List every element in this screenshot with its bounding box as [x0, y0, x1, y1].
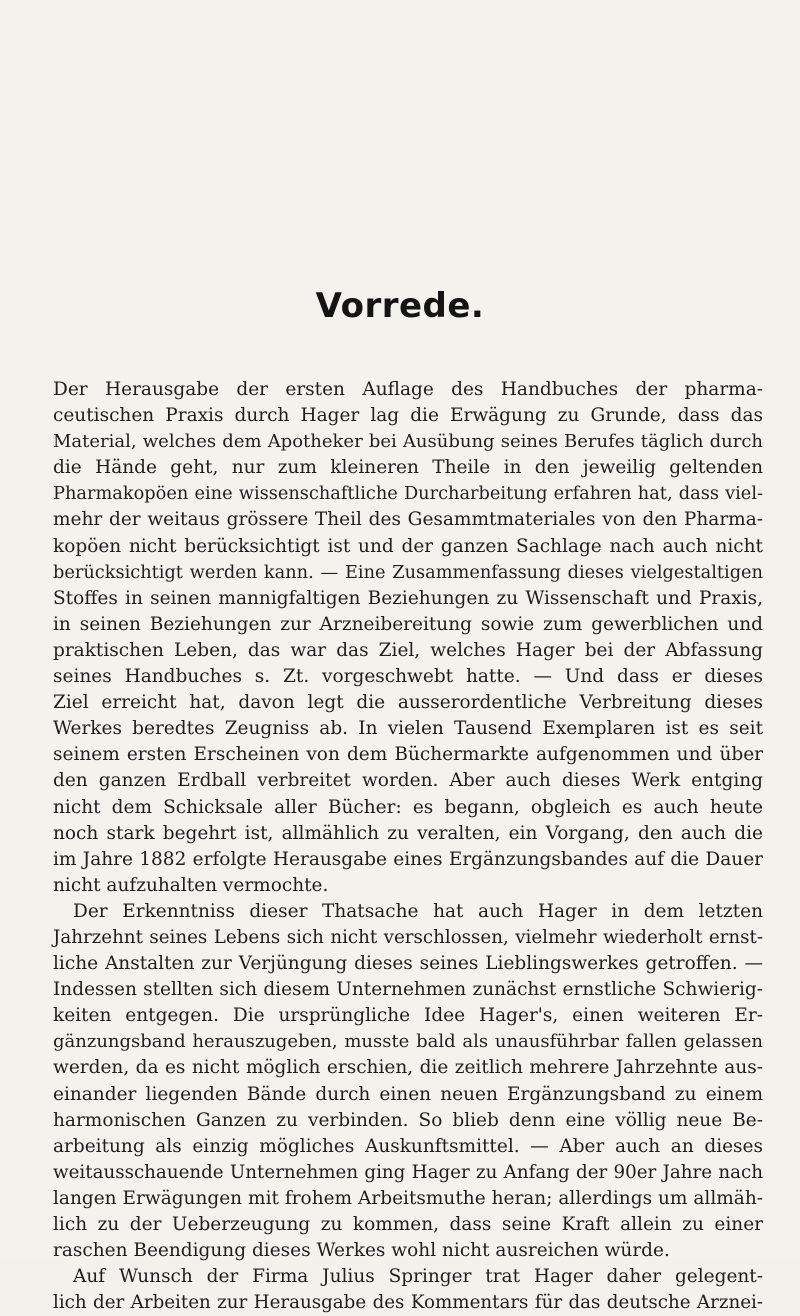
text-line: lich der Arbeiten zur Herausgabe des Kommentars für das deutsche Arznei-	[53, 1292, 763, 1314]
text-line: im Jahre 1882 erfolgte Herausgabe eines Ergänzungsbandes auf die Dauer	[53, 848, 763, 870]
text-line: noch stark begehrt ist, allmählich zu veralten, ein Vorgang, den auch die	[53, 822, 763, 844]
text-line: weitausschauende Unternehmen ging Hager zu Anfang der 90er Jahre nach	[53, 1161, 763, 1183]
text-line: werden, da es nicht möglich erschien, die zeitlich mehrere Jahrzehnte aus-	[53, 1057, 763, 1079]
paragraph-1	[53, 377, 763, 899]
text-line: berücksichtigt werden kann. — Eine Zusammenfassung dieses vielgestaltigen	[53, 562, 763, 583]
text-line: die Hände geht, nur zum kleineren Theile in den jeweilig geltenden	[53, 457, 763, 479]
text-line: Der Erkenntniss dieser Thatsache hat auch Hager in dem letzten	[73, 900, 763, 922]
text-line: Pharmakopöen eine wissenschaftliche Durcharbeitung erfahren hat, dass viel-	[53, 484, 763, 505]
text-line: Stoffes in seinen mannigfaltigen Beziehungen zu Wissenschaft und Praxis,	[53, 587, 763, 609]
text-line: keiten entgegen. Die ursprüngliche Idee Hager's, einen weiteren Er-	[53, 1005, 763, 1027]
text-line: ceutischen Praxis durch Hager lag die Erwägung zu Grunde, dass das	[53, 405, 763, 427]
text-line: in seinen Beziehungen zur Arzneibereitung sowie zum gewerblichen und	[53, 613, 763, 635]
text-line: einander liegenden Bände durch einen neuen Ergänzungsband zu einem	[53, 1083, 763, 1105]
text-line: raschen Beendigung dieses Werkes wohl nicht ausreichen würde.	[53, 1240, 670, 1262]
text-line: kopöen nicht berücksichtigt ist und der ganzen Sachlage nach auch nicht	[53, 535, 763, 557]
text-line: lich zu der Ueberzeugung zu kommen, dass seine Kraft allein zu einer	[53, 1214, 763, 1235]
text-line: gänzungsband herauszugeben, musste bald als unausführbar fallen gelassen	[53, 1031, 763, 1053]
text-line: Auf Wunsch der Firma Julius Springer trat Hager daher gelegent-	[73, 1266, 763, 1288]
text-line: praktischen Leben, das war das Ziel, welches Hager bei der Abfassung	[53, 639, 763, 661]
text-line: langen Erwägungen mit frohem Arbeitsmuthe heran; allerdings um allmäh-	[53, 1187, 763, 1209]
text-line: den ganzen Erdball verbreitet worden. Aber auch dieses Werk entging	[53, 770, 763, 792]
paragraph-3	[53, 1264, 763, 1316]
text-line: nicht aufzuhalten vermochte.	[53, 874, 329, 896]
paragraph-2	[53, 899, 763, 1264]
text-line: Jahrzehnt seines Lebens sich nicht verschlossen, vielmehr wiederholt ernst-	[53, 926, 763, 948]
body-text	[53, 377, 763, 1316]
text-line: liche Anstalten zur Verjüngung dieses seines Lieblingswerkes getroffen. —	[53, 953, 763, 975]
text-line: Indessen stellten sich diesem Unternehmen zunächst ernstliche Schwierig-	[53, 979, 763, 1001]
page-title: Vorrede.	[315, 286, 485, 326]
text-line: harmonischen Ganzen zu verbinden. So blieb denn eine völlig neue Be-	[53, 1109, 763, 1131]
text-line: seinem ersten Erscheinen von dem Büchermarkte aufgenommen und über	[53, 744, 763, 766]
text-line: Material, welches dem Apotheker bei Ausübung seines Berufes täglich durch	[53, 431, 763, 453]
text-line: Der Herausgabe der ersten Auflage des Handbuches der pharma-	[53, 379, 763, 400]
text-line: nicht dem Schicksale aller Bücher: es begann, obgleich es auch heute	[53, 796, 763, 818]
text-line: seines Handbuches s. Zt. vorgeschwebt hatte. — Und dass er dieses	[53, 666, 763, 688]
text-line: mehr der weitaus grössere Theil des Gesammtmateriales von den Pharma-	[53, 509, 763, 531]
text-line: arbeitung als einzig mögliches Auskunftsmittel. — Aber auch an dieses	[53, 1135, 763, 1157]
text-line: Ziel erreicht hat, davon legt die ausserordentliche Verbreitung dieses	[53, 692, 763, 714]
text-line: Werkes beredtes Zeugniss ab. In vielen Tausend Exemplaren ist es seit	[53, 718, 763, 740]
